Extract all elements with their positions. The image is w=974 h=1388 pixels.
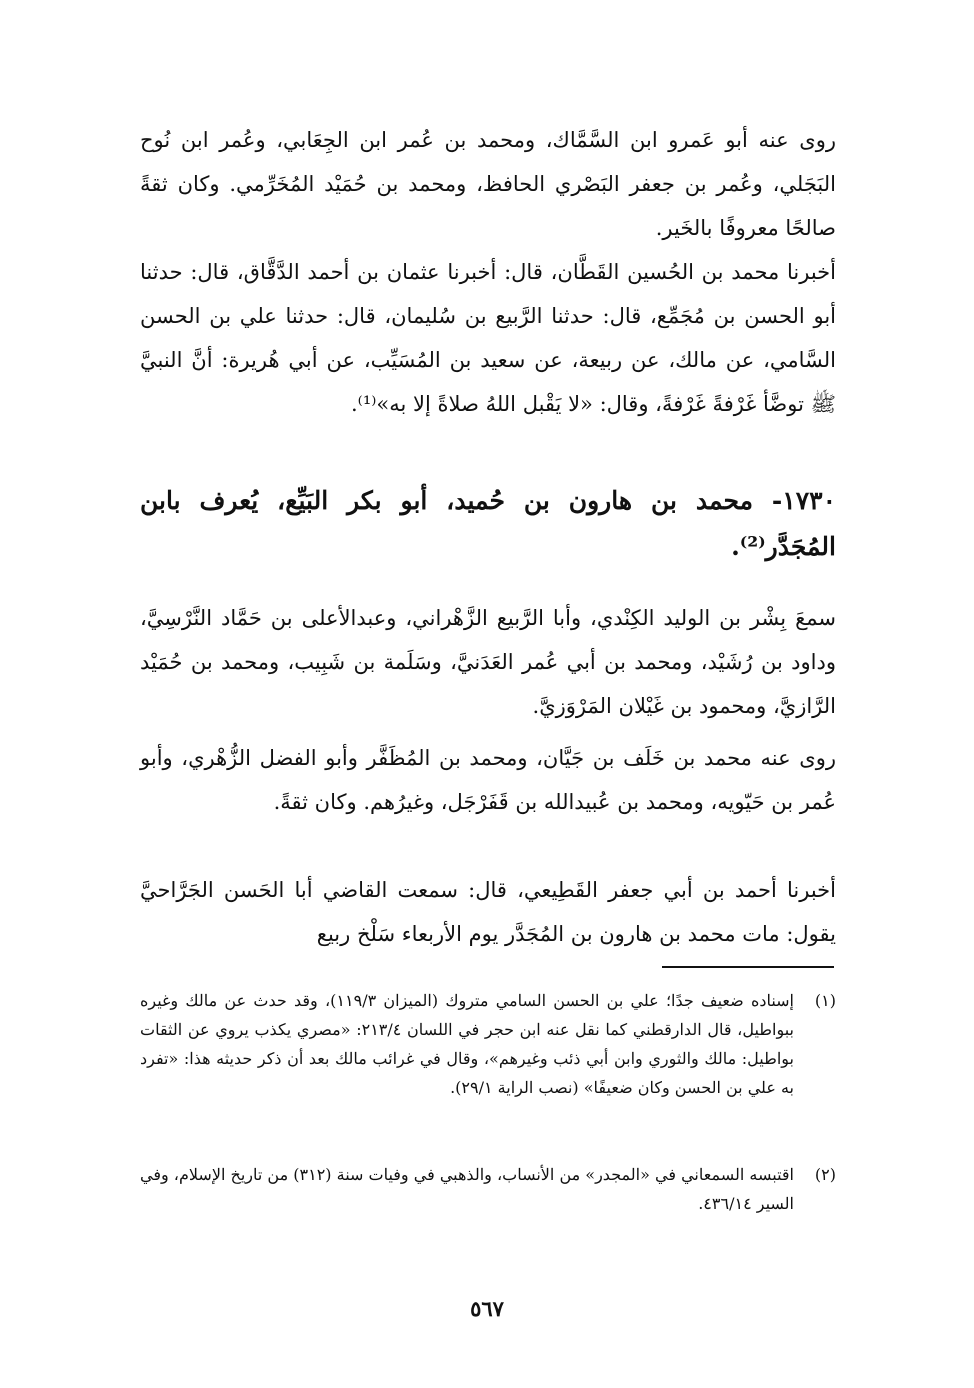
paragraph-heard-from: سمعَ بِشْر بن الوليد الكِنْدي، وأبا الرَّبيع الزَّهْراني، وعبدالأعلى بن حَمَّاد النَّرْسِيَّ، وداود بن رُشَيْد، ومحمد بن أبي عُمر العَدَنيَّ، وسَلَمة بن شَبِيب، ومحمد بن حُمَيْد الرَّازيَّ، ومحمود بن غَيْلان المَرْوَزيَّ. (140, 606, 836, 718)
footnote-text: إسناده ضعيف جدًا؛ علي بن الحسن السامي متروك (الميزان ١١٩/٣)، وقد حدث عن مالك وغيره ببواطيل، قال الدارقطني كما نقل عنه ابن حجر في اللسان ٢١٣/٤: «مصري يكذب يروي عن الثقات بواطيل: مالك والثوري وابن أبي ذئب وغيرهم»، وقال في غرائب مالك بعد أن ذكر حديثه هذا: «تفرد به علي بن الحسن وكان ضعيفًا» (نصب الراية ٢٩/١). (140, 991, 795, 1097)
footnote-number: (١) (814, 991, 836, 1010)
footnote-text: اقتبسه السمعاني في «المجدر» من الأنساب، والذهبي في وفيات سنة (٣١٢) من تاريخ الإسلام، وفي السير ٤٣٦/١٤. (140, 1165, 794, 1213)
paragraph-narrators-from: روى عنه أبو عَمرو ابن السَّمَّاك، ومحمد بن عُمر ابن الجِعَابي، وعُمر ابن نُوح البَجَلي، وعُمر بن جعفر البَصْري الحافظ، ومحمد بن حُمَيْد المُخَرِّمي. وكان ثقةً صالحًا معروفًا بالخَير. (140, 128, 836, 240)
paragraph-narrated-by: روى عنه محمد بن خَلَف بن جَيَّان، ومحمد بن المُظَفَّر وأبو الفضل الزُّهْري، وأبو عُمر بن حَيّويه، ومحمد بن عُبيدالله بن قَفَرْجَل، وغيرُهم. وكان ثقةً. (140, 746, 836, 814)
footnote-number: (٢) (814, 1165, 836, 1184)
footnote-2 (140, 1160, 836, 1218)
paragraph-hadith-chain: أخبرنا محمد بن الحُسين القَطَّان، قال: أخبرنا عثمان بن أحمد الدَّقَّاق، قال: حدثنا أبو الحسن بن مُجَمِّع، قال: حدثنا الرَّبيع بن سُليمان، قال: حدثنا علي بن الحسن السَّامي، عن مالك، عن ربيعة، عن سعيد بن المُسَيِّب، عن أبي هُريرة: أنَّ النبيَّ ﷺ توضَّأ غَرْفةً غَرْفةً، وقال: «لا يَقْبل اللهُ صلاةً إلا به»⁽¹⁾. (140, 260, 836, 416)
footnote-1 (140, 986, 836, 1102)
page-number: ٥٦٧ (470, 1296, 504, 1321)
paragraph-death-report: أخبرنا أحمد بن أبي جعفر القَطِيعي، قال: سمعت القاضي أبا الحَسن الجَرَّاحيَّ يقول: مات محمد بن هارون بن المُجَدَّر يوم الأربعاء سَلْخ ربيع (140, 878, 836, 946)
entry-heading-1730: ١٧٣٠- محمد بن هارون بن حُميد، أبو بكر البَيِّع، يُعرف بابن المُجَدَّر⁽²⁾. (140, 486, 836, 561)
footnote-separator (662, 966, 834, 968)
